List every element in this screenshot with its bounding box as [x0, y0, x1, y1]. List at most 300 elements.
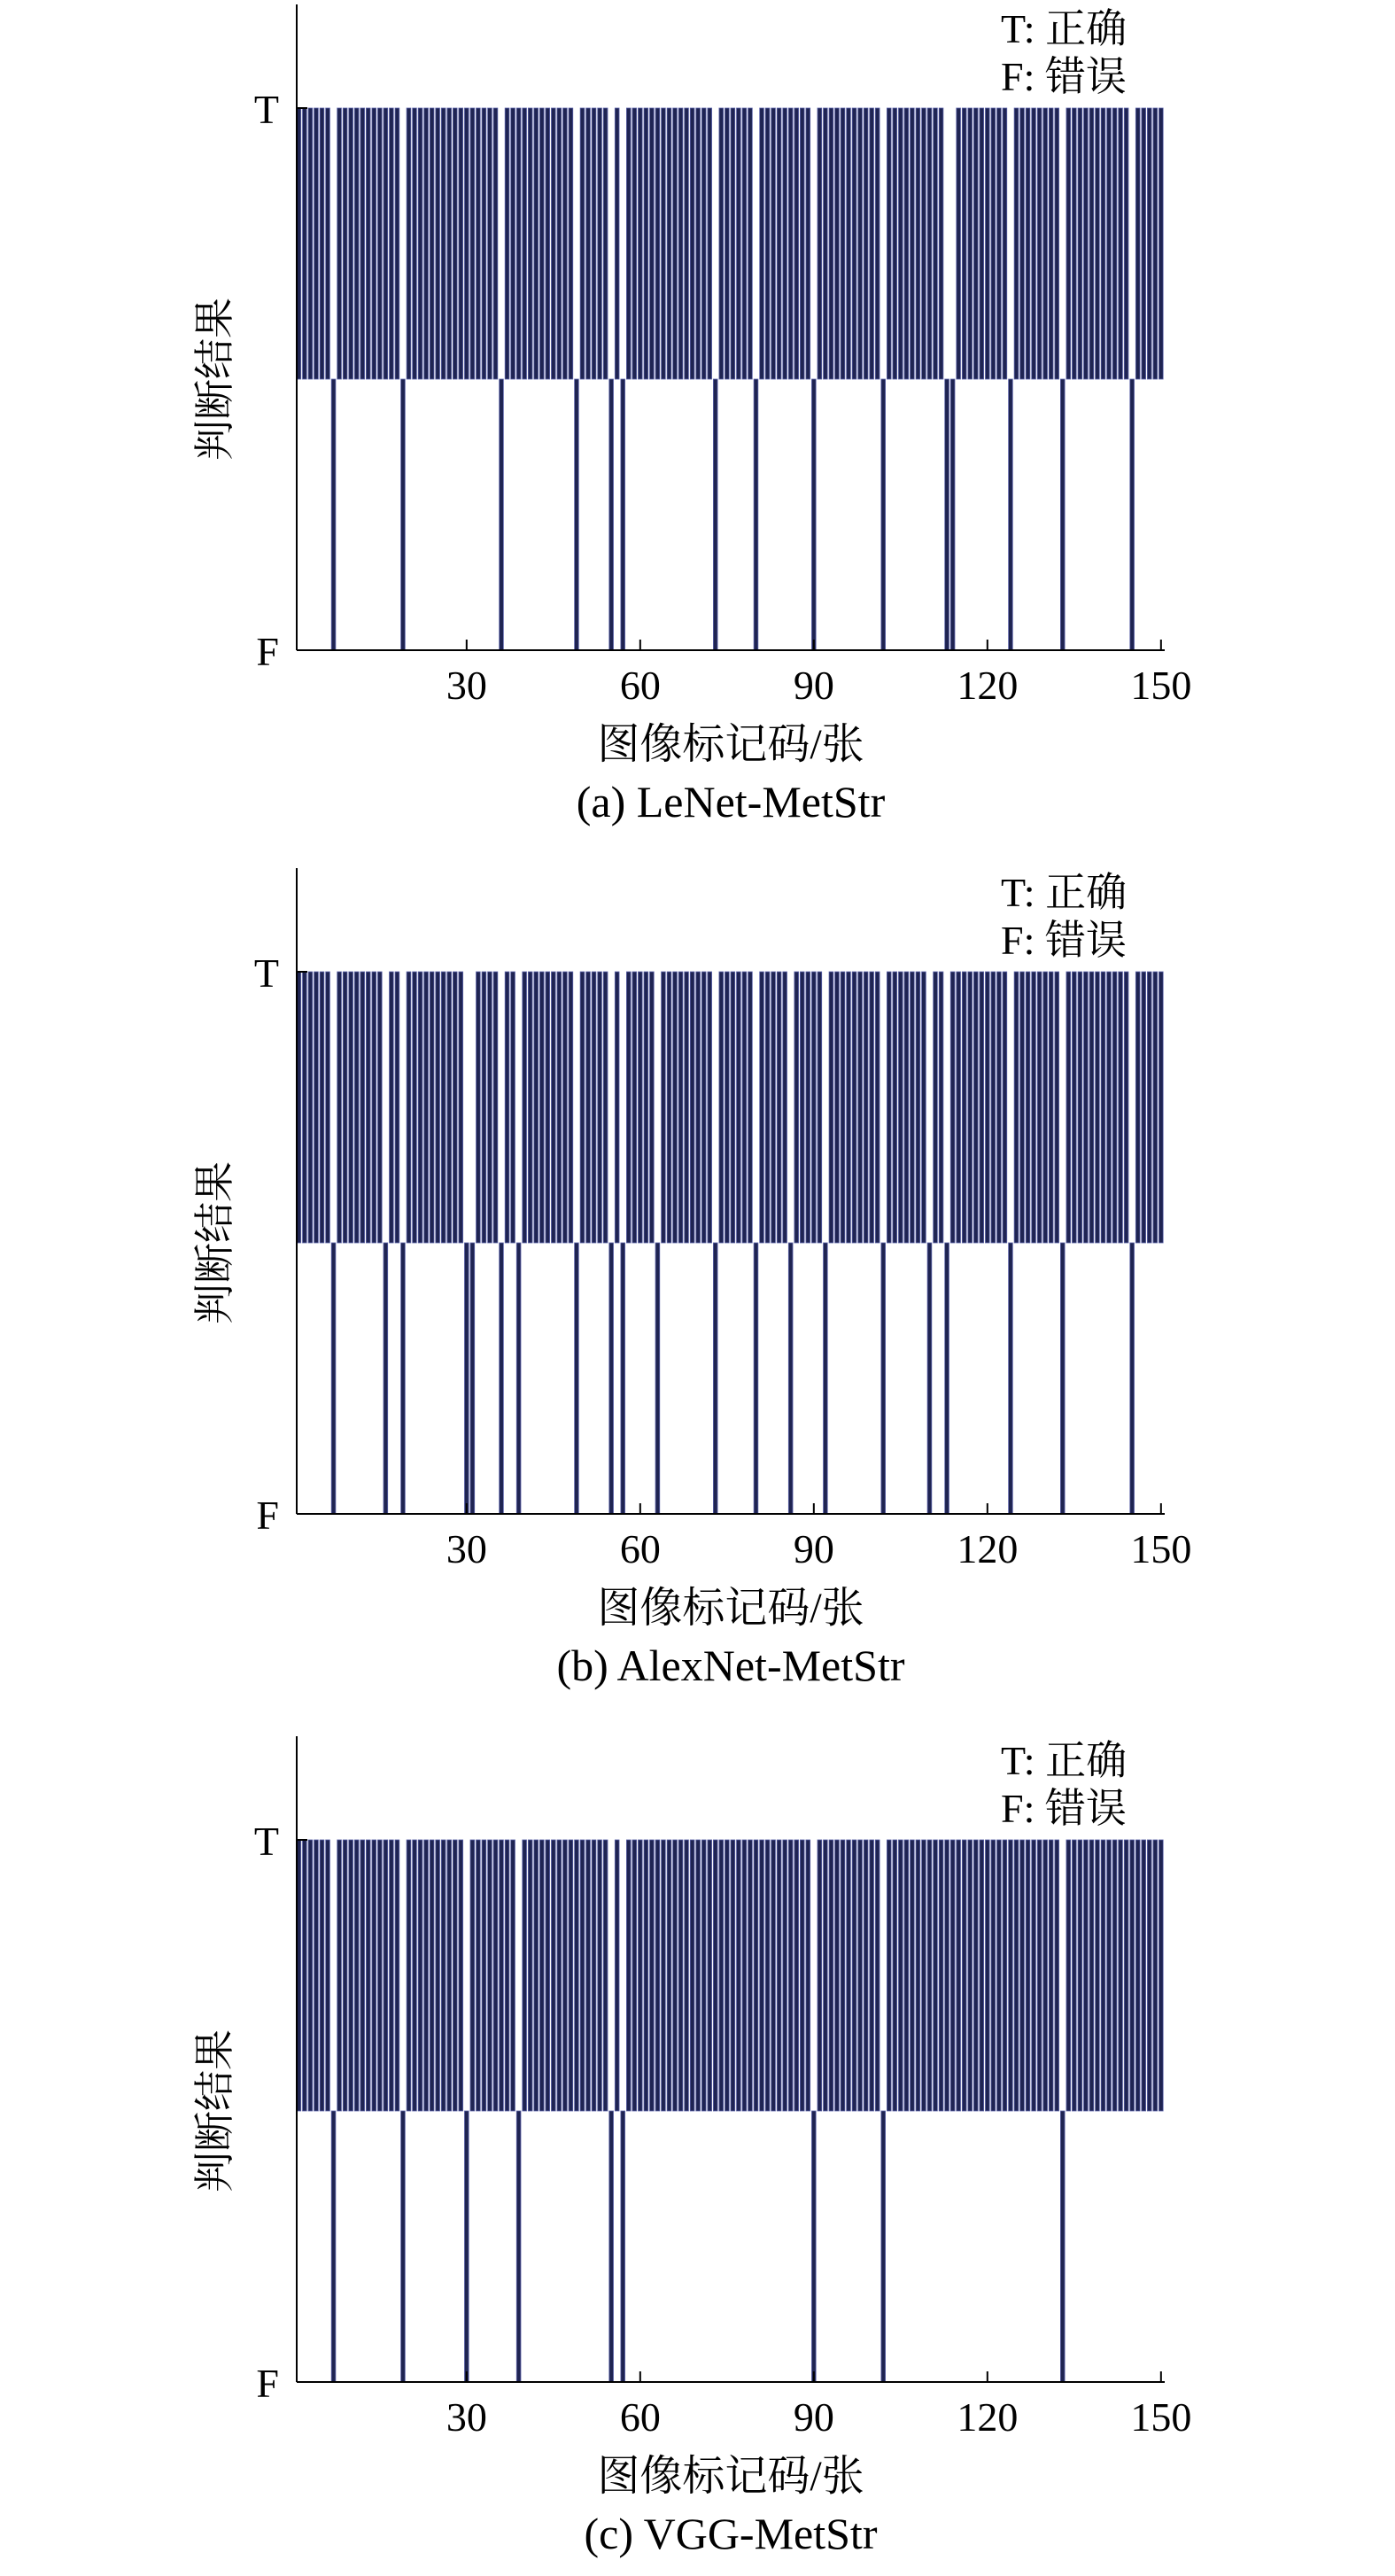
bar-true — [701, 972, 706, 1243]
bar-true — [377, 1840, 382, 2111]
bar-true — [632, 972, 637, 1243]
legend-false: F: 错误 — [1001, 1786, 1127, 1831]
bar-true — [354, 108, 359, 379]
y-axis-label: 判断结果 — [192, 1161, 237, 1324]
bar-true — [771, 1840, 776, 2111]
bar-true — [760, 972, 764, 1243]
bar-true — [326, 1840, 330, 2111]
bar-true — [1032, 1840, 1036, 2111]
bar-false — [609, 1243, 614, 1514]
bar-true — [719, 108, 724, 379]
bar-true — [968, 108, 973, 379]
bar-true — [470, 108, 475, 379]
bar-true — [441, 1840, 446, 2111]
bar-true — [737, 972, 741, 1243]
bar-true — [488, 108, 492, 379]
bar-true — [511, 1840, 515, 2111]
bar-true — [708, 108, 712, 379]
bar-true — [407, 1840, 411, 2111]
bar-true — [464, 108, 469, 379]
bar-true — [818, 1840, 822, 2111]
bar-true — [557, 1840, 562, 2111]
bar-true — [1009, 1840, 1013, 2111]
bar-true — [742, 108, 747, 379]
x-axis-label: 图像标记码/张 — [597, 721, 864, 768]
bar-true — [1107, 1840, 1112, 2111]
bar-true — [985, 108, 989, 379]
chart-panel-1 — [192, 868, 1191, 1690]
bar-true — [1124, 1840, 1128, 2111]
bar-true — [1096, 972, 1100, 1243]
bar-false — [331, 2111, 336, 2382]
bar-true — [343, 972, 347, 1243]
bar-true — [1032, 972, 1036, 1243]
bar-true — [418, 1840, 422, 2111]
y-tick-label: F — [256, 629, 279, 674]
bar-true — [493, 1840, 498, 2111]
bar-true — [523, 108, 527, 379]
bar-true — [847, 972, 851, 1243]
bar-true — [685, 108, 689, 379]
bar-true — [667, 108, 671, 379]
legend-true: T: 正确 — [1001, 870, 1128, 915]
bar-true — [539, 1840, 544, 2111]
legend-true: T: 正确 — [1001, 6, 1128, 51]
bar-true — [349, 972, 353, 1243]
x-tick-label: 30 — [446, 1526, 487, 1571]
bar-true — [655, 108, 660, 379]
bar-true — [354, 972, 359, 1243]
bar-true — [794, 972, 799, 1243]
bar-true — [1112, 108, 1117, 379]
bar-true — [771, 972, 776, 1243]
bar-true — [1135, 108, 1140, 379]
bar-true — [320, 972, 324, 1243]
bar-true — [470, 1840, 475, 2111]
bar-true — [852, 1840, 856, 2111]
bar-false — [881, 1243, 886, 1514]
bar-true — [754, 1840, 758, 2111]
bar-true — [395, 1840, 399, 2111]
bar-true — [343, 1840, 347, 2111]
bar-true — [539, 972, 544, 1243]
bar-true — [603, 108, 608, 379]
legend-false: F: 错误 — [1001, 918, 1127, 963]
bar-true — [725, 108, 729, 379]
bar-true — [413, 108, 417, 379]
bar-true — [644, 972, 648, 1243]
bar-true — [911, 108, 915, 379]
bar-true — [1037, 108, 1042, 379]
bar-false — [609, 2111, 614, 2382]
bar-true — [962, 108, 966, 379]
bar-true — [835, 1840, 840, 2111]
bar-true — [372, 108, 376, 379]
bar-true — [523, 1840, 527, 2111]
bar-true — [505, 1840, 509, 2111]
bar-true — [337, 972, 342, 1243]
bar-true — [308, 108, 313, 379]
bar-true — [922, 108, 926, 379]
bar-false — [881, 2111, 886, 2382]
bar-true — [430, 972, 434, 1243]
bar-true — [453, 108, 457, 379]
bar-false — [516, 2111, 521, 2382]
bar-false — [754, 1243, 758, 1514]
bar-true — [962, 1840, 966, 2111]
bar-true — [320, 1840, 324, 2111]
bar-true — [1135, 972, 1140, 1243]
bar-true — [893, 1840, 897, 2111]
bar-true — [511, 972, 515, 1243]
x-tick-label: 60 — [619, 663, 661, 708]
bar-true — [1130, 1840, 1135, 2111]
bar-true — [1026, 1840, 1030, 2111]
bar-true — [1055, 108, 1059, 379]
bar-true — [1101, 972, 1105, 1243]
bar-false — [950, 379, 955, 650]
bar-true — [708, 972, 712, 1243]
bar-true — [794, 1840, 799, 2111]
bar-true — [1020, 1840, 1025, 2111]
bar-true — [580, 108, 585, 379]
bar-false — [1060, 379, 1065, 650]
chart-panel-0 — [192, 4, 1191, 826]
bar-true — [962, 972, 966, 1243]
x-tick-label: 90 — [793, 2394, 834, 2440]
bar-true — [783, 972, 787, 1243]
bar-true — [360, 972, 365, 1243]
bar-true — [904, 108, 909, 379]
bar-true — [806, 972, 810, 1243]
bar-true — [662, 1840, 666, 2111]
bar-true — [662, 108, 666, 379]
bar-true — [1003, 108, 1007, 379]
bar-true — [980, 972, 984, 1243]
bar-true — [898, 972, 903, 1243]
bar-true — [934, 972, 938, 1243]
bar-true — [482, 1840, 486, 2111]
bar-true — [806, 1840, 810, 2111]
bar-true — [818, 972, 822, 1243]
bar-true — [731, 1840, 735, 2111]
x-tick-label: 90 — [793, 663, 834, 708]
bar-true — [765, 108, 770, 379]
bar-true — [650, 108, 655, 379]
bar-true — [997, 1840, 1002, 2111]
x-tick-label: 150 — [1130, 1526, 1192, 1571]
bar-true — [847, 1840, 851, 2111]
bar-true — [424, 1840, 429, 2111]
bar-true — [950, 972, 955, 1243]
bar-true — [326, 108, 330, 379]
bar-true — [678, 108, 683, 379]
bar-true — [1055, 972, 1059, 1243]
bar-true — [870, 972, 874, 1243]
bar-true — [384, 108, 388, 379]
bar-true — [1153, 972, 1158, 1243]
bar-true — [673, 972, 678, 1243]
bar-true — [690, 1840, 694, 2111]
bar-true — [1003, 1840, 1007, 2111]
bar-true — [1014, 972, 1019, 1243]
x-tick-label: 90 — [793, 1526, 834, 1571]
bar-true — [916, 1840, 920, 2111]
bar-true — [690, 108, 694, 379]
bar-true — [939, 1840, 943, 2111]
bar-true — [592, 108, 596, 379]
bar-true — [835, 972, 840, 1243]
bar-true — [1153, 108, 1158, 379]
bar-true — [354, 1840, 359, 2111]
bar-true — [569, 1840, 573, 2111]
bar-true — [835, 108, 840, 379]
bar-true — [407, 972, 411, 1243]
bar-false — [927, 1243, 932, 1514]
x-tick-label: 120 — [957, 663, 1019, 708]
bar-true — [1159, 972, 1163, 1243]
bar-true — [418, 108, 422, 379]
bar-true — [546, 972, 550, 1243]
bar-true — [760, 108, 764, 379]
bar-true — [783, 108, 787, 379]
bar-true — [777, 972, 781, 1243]
bar-true — [1147, 108, 1151, 379]
bar-true — [858, 1840, 863, 2111]
bar-true — [991, 972, 996, 1243]
bar-false — [1130, 1243, 1135, 1514]
bar-true — [1037, 1840, 1042, 2111]
bar-false — [1060, 1243, 1065, 1514]
bar-true — [395, 972, 399, 1243]
bar-true — [1084, 108, 1089, 379]
bar-true — [737, 108, 741, 379]
bar-true — [973, 972, 978, 1243]
bar-true — [650, 972, 655, 1243]
bar-true — [390, 108, 394, 379]
bar-true — [598, 108, 602, 379]
bar-true — [1066, 972, 1071, 1243]
bar-true — [1107, 108, 1112, 379]
bar-true — [534, 108, 539, 379]
bar-true — [349, 1840, 353, 2111]
bar-true — [1159, 1840, 1163, 2111]
bar-true — [870, 1840, 874, 2111]
bar-false — [401, 2111, 406, 2382]
bar-true — [569, 972, 573, 1243]
bar-true — [893, 972, 897, 1243]
bar-true — [1096, 1840, 1100, 2111]
bar-true — [372, 1840, 376, 2111]
bar-true — [1084, 972, 1089, 1243]
bar-true — [864, 1840, 868, 2111]
bar-true — [303, 972, 307, 1243]
bar-true — [626, 1840, 631, 2111]
bar-true — [377, 972, 382, 1243]
bar-true — [638, 108, 642, 379]
bar-true — [1135, 1840, 1140, 2111]
bar-true — [413, 1840, 417, 2111]
bar-true — [662, 972, 666, 1243]
bar-true — [477, 972, 481, 1243]
bar-true — [973, 1840, 978, 2111]
bar-true — [528, 1840, 532, 2111]
bar-true — [742, 972, 747, 1243]
bar-true — [626, 108, 631, 379]
bar-true — [841, 108, 845, 379]
bar-true — [650, 1840, 655, 2111]
bar-false — [470, 1243, 475, 1514]
bar-true — [575, 1840, 579, 2111]
bar-true — [447, 1840, 452, 2111]
bar-true — [1072, 108, 1076, 379]
bar-true — [685, 972, 689, 1243]
bar-false — [824, 1243, 828, 1514]
bar-false — [500, 1243, 504, 1514]
bar-false — [331, 379, 336, 650]
bar-true — [539, 108, 544, 379]
bar-true — [1055, 1840, 1059, 2111]
bar-true — [551, 1840, 555, 2111]
bar-true — [546, 108, 550, 379]
bar-false — [754, 379, 758, 650]
x-tick-label: 30 — [446, 663, 487, 708]
bar-true — [326, 972, 330, 1243]
bar-true — [592, 972, 596, 1243]
bar-true — [1101, 1840, 1105, 2111]
bar-true — [557, 972, 562, 1243]
bar-true — [1043, 1840, 1048, 2111]
bar-true — [968, 1840, 973, 2111]
bar-true — [725, 972, 729, 1243]
bar-true — [500, 1840, 504, 2111]
y-tick-label: F — [256, 1493, 279, 1538]
bar-false — [500, 379, 504, 650]
bar-true — [1026, 972, 1030, 1243]
y-tick-label: T — [253, 87, 279, 132]
bar-true — [534, 972, 539, 1243]
bar-true — [997, 108, 1002, 379]
bar-true — [765, 972, 770, 1243]
bar-false — [575, 1243, 579, 1514]
chart-panel-2 — [192, 1736, 1191, 2558]
bar-true — [638, 1840, 642, 2111]
bar-true — [546, 1840, 550, 2111]
bar-true — [985, 1840, 989, 2111]
bar-true — [557, 108, 562, 379]
bar-true — [887, 1840, 891, 2111]
bar-true — [615, 108, 619, 379]
bar-true — [1112, 972, 1117, 1243]
bar-true — [534, 1840, 539, 2111]
x-tick-label: 60 — [619, 2394, 661, 2440]
bar-true — [875, 108, 880, 379]
bar-true — [314, 972, 319, 1243]
bar-true — [1078, 1840, 1082, 2111]
x-axis-label: 图像标记码/张 — [597, 2453, 864, 2500]
bar-true — [586, 1840, 591, 2111]
bar-true — [436, 1840, 440, 2111]
bar-true — [911, 972, 915, 1243]
bar-true — [563, 1840, 568, 2111]
bar-true — [806, 108, 810, 379]
bar-true — [875, 1840, 880, 2111]
bar-true — [1153, 1840, 1158, 2111]
bar-true — [1142, 108, 1146, 379]
bar-false — [401, 379, 406, 650]
bar-true — [569, 108, 573, 379]
bar-true — [708, 1840, 712, 2111]
bar-true — [800, 108, 804, 379]
bar-true — [667, 1840, 671, 2111]
bar-true — [678, 1840, 683, 2111]
bar-true — [482, 972, 486, 1243]
bar-true — [1020, 972, 1025, 1243]
bar-true — [453, 972, 457, 1243]
bar-true — [898, 1840, 903, 2111]
bar-true — [1119, 1840, 1123, 2111]
bar-true — [360, 1840, 365, 2111]
bar-true — [973, 108, 978, 379]
bar-true — [701, 108, 706, 379]
bar-true — [875, 972, 880, 1243]
bar-true — [957, 972, 961, 1243]
bar-true — [453, 1840, 457, 2111]
bar-true — [1049, 1840, 1053, 2111]
bar-true — [731, 972, 735, 1243]
bar-true — [303, 108, 307, 379]
bar-true — [1066, 108, 1071, 379]
bar-true — [441, 108, 446, 379]
bar-true — [934, 108, 938, 379]
bar-true — [783, 1840, 787, 2111]
bar-true — [765, 1840, 770, 2111]
bar-true — [493, 108, 498, 379]
x-tick-label: 150 — [1130, 2394, 1192, 2440]
bar-true — [864, 108, 868, 379]
bar-false — [384, 1243, 388, 1514]
bar-true — [430, 1840, 434, 2111]
bar-true — [719, 1840, 724, 2111]
bar-true — [1147, 972, 1151, 1243]
bar-true — [829, 108, 833, 379]
bar-true — [1096, 108, 1100, 379]
bar-true — [788, 108, 793, 379]
bar-true — [760, 1840, 764, 2111]
bar-true — [488, 1840, 492, 2111]
bar-true — [748, 108, 753, 379]
bar-false — [401, 1243, 406, 1514]
bar-true — [667, 972, 671, 1243]
bar-true — [366, 108, 370, 379]
bar-true — [337, 108, 342, 379]
bar-false — [621, 1243, 625, 1514]
bar-true — [1037, 972, 1042, 1243]
bar-true — [447, 108, 452, 379]
bar-true — [794, 108, 799, 379]
bar-true — [1112, 1840, 1117, 2111]
bar-true — [887, 972, 891, 1243]
bar-false — [464, 1243, 469, 1514]
bar-true — [314, 1840, 319, 2111]
y-tick-label: T — [253, 950, 279, 996]
bar-true — [580, 972, 585, 1243]
bar-true — [477, 108, 481, 379]
bar-true — [551, 108, 555, 379]
bar-true — [939, 108, 943, 379]
bar-true — [308, 972, 313, 1243]
bar-true — [1142, 1840, 1146, 2111]
